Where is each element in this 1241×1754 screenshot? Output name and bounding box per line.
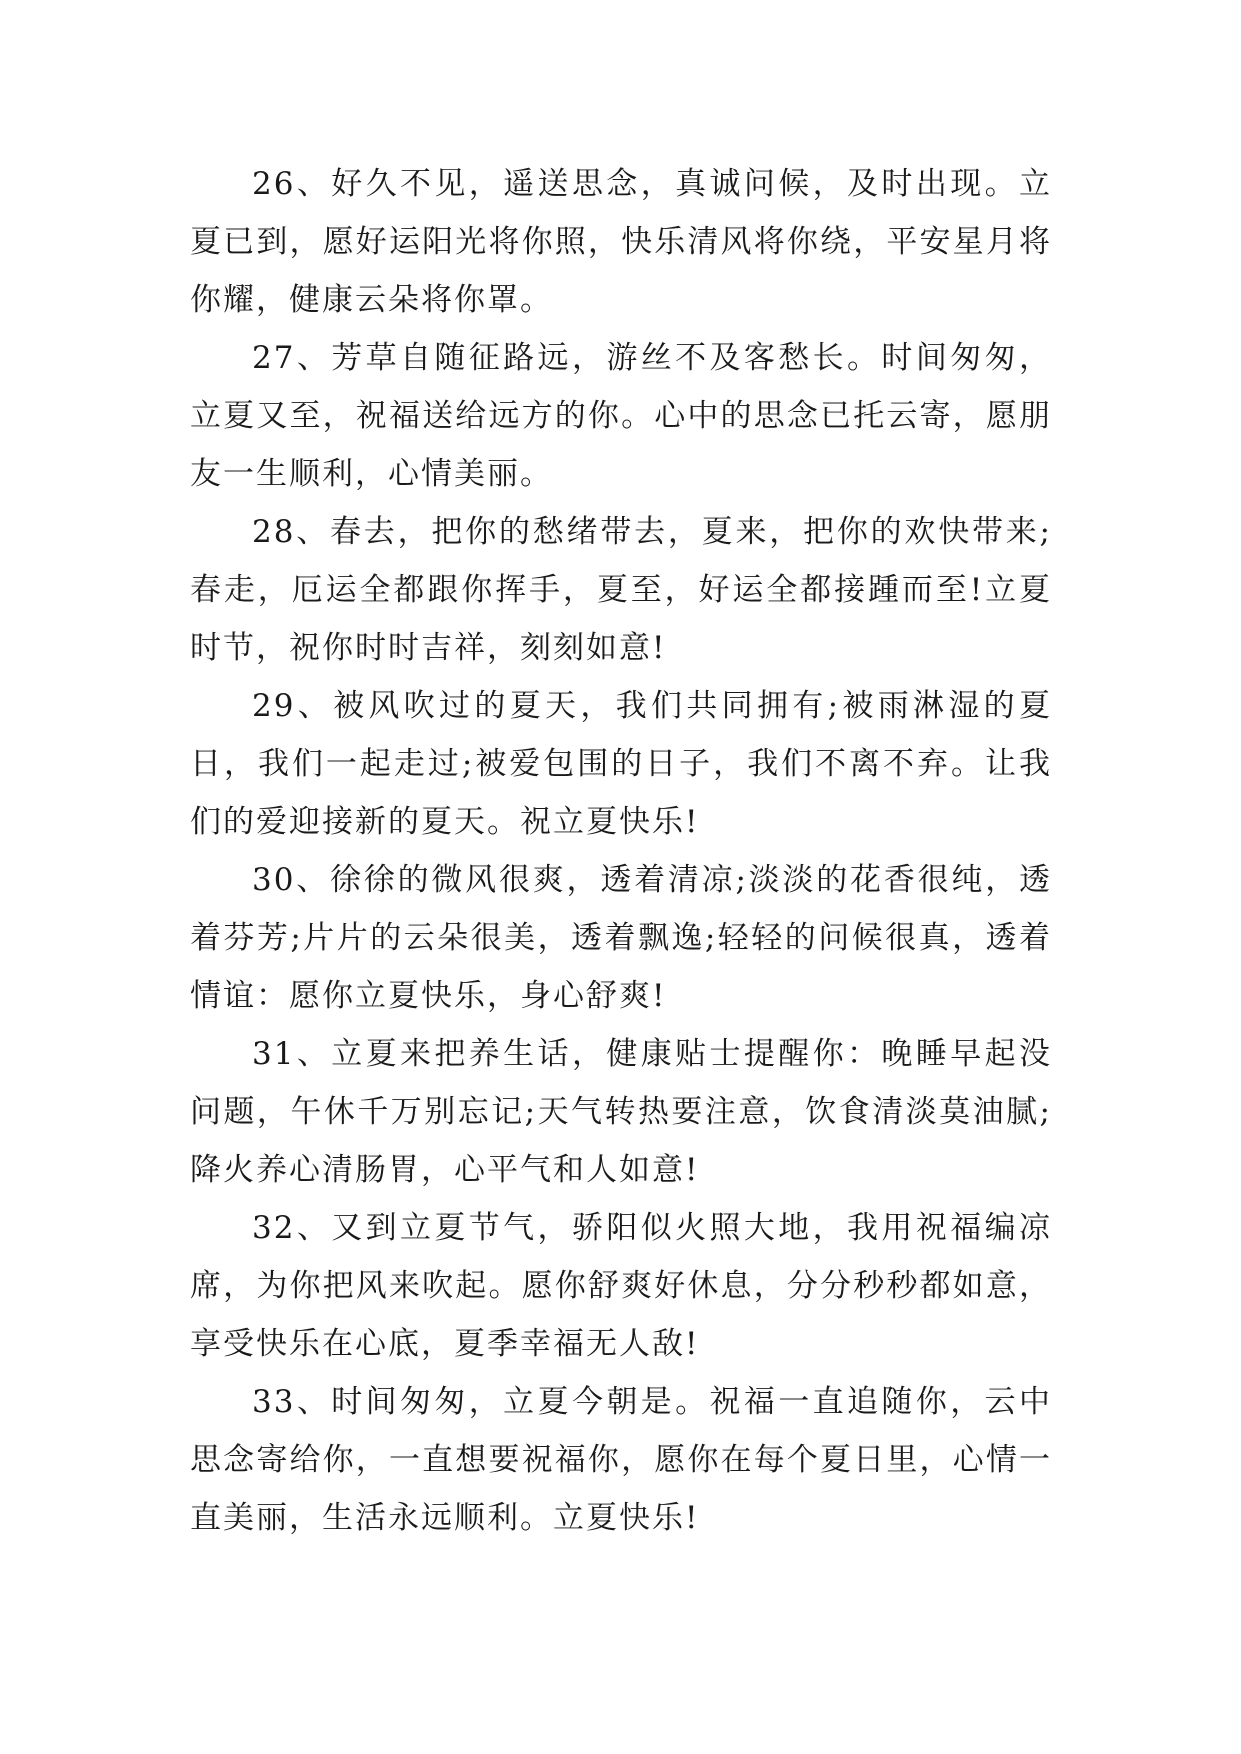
paragraph-33: 33、时间匆匆，立夏今朝是。祝福一直追随你，云中思念寄给你，一直想要祝福你，愿你在每个夏日里，心情一直美丽，生活永远顺利。立夏快乐! (190, 1384, 1052, 1536)
paragraph-29: 29、被风吹过的夏天，我们共同拥有;被雨淋湿的夏日，我们一起走过;被爱包围的日子，我们不离不弃。让我们的爱迎接新的夏天。祝立夏快乐! (190, 688, 1052, 840)
paragraph-28: 28、春去，把你的愁绪带去，夏来，把你的欢快带来;春走，厄运全都跟你挥手，夏至，好运全都接踵而至!立夏时节，祝你时时吉祥，刻刻如意! (190, 514, 1052, 666)
paragraph-31: 31、立夏来把养生话，健康贴士提醒你：晚睡早起没问题，午休千万别忘记;天气转热要注意，饮食清淡莫油腻;降火养心清肠胃，心平气和人如意! (190, 1036, 1052, 1188)
paragraph-32: 32、又到立夏节气，骄阳似火照大地，我用祝福编凉席，为你把风来吹起。愿你舒爽好休息，分分秒秒都如意，享受快乐在心底，夏季幸福无人敌! (190, 1210, 1052, 1362)
paragraph-26: 26、好久不见，遥送思念，真诚问候，及时出现。立夏已到，愿好运阳光将你照，快乐清风将你绕，平安星月将你耀，健康云朵将你罩。 (190, 166, 1052, 318)
paragraph-30: 30、徐徐的微风很爽，透着清凉;淡淡的花香很纯，透着芬芳;片片的云朵很美，透着飘逸;轻轻的问候很真，透着情谊：愿你立夏快乐，身心舒爽! (190, 862, 1052, 1014)
document-body (190, 155, 1052, 1547)
paragraph-27: 27、芳草自随征路远，游丝不及客愁长。时间匆匆，立夏又至，祝福送给远方的你。心中的思念已托云寄，愿朋友一生顺利，心情美丽。 (190, 340, 1052, 492)
